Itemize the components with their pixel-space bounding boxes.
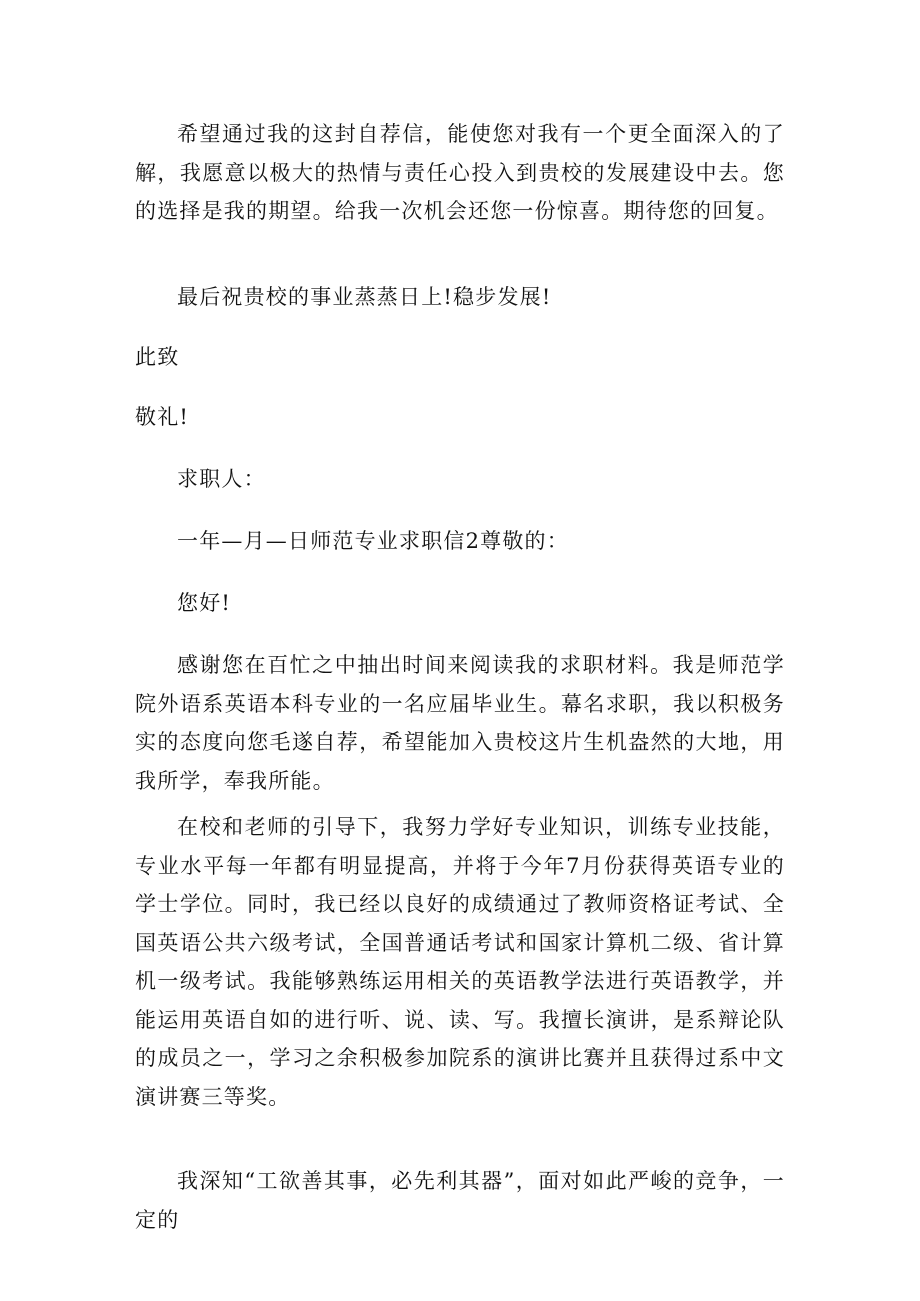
paragraph-competition: 我深知“工欲善其事，必先利其器”，面对如此严峻的竞争，一定的 — [135, 1169, 785, 1232]
paragraph-introduction: 感谢您在百忙之中抽出时间来阅读我的求职材料。我是师范学院外语系英语本科专业的一名应届毕业生。幕名求职，我以积极务实的态度向您毛遂自荐，希望能加入贵校这片生机盎然的大地，用我所学，奉我所能。 — [135, 653, 785, 793]
greeting: 您好! — [177, 591, 232, 615]
date-and-letter-title: 一年—月—日师范专业求职信2尊敬的： — [177, 529, 569, 553]
paragraph-closing-hope: 希望通过我的这封自荐信，能使您对我有一个更全面深入的了解，我愿意以极大的热情与责任心投入到贵校的发展建设中去。您的选择是我的期望。给我一次机会还您一份惊喜。期待您的回复。 — [135, 122, 785, 223]
paragraph-best-wishes: 最后祝贵校的事业蒸蒸日上!稳步发展! — [177, 285, 552, 309]
paragraph-qualifications: 在校和老师的引导下，我努力学好专业知识，训练专业技能，专业水平每一年都有明显提高，并将于今年7月份获得英语专业的学士学位。同时，我已经以良好的成绩通过了教师资格证考试、全国英语公共六级考试，全国普通话考试和国家计算机二级、省计算机一级考试。我能够熟练运用相关的英语教学法进行英语教学，并能运用英语自如的进行听、说、读、写。我擅长演讲，是系辩论队的成员之一，学习之余积极参加院系的演讲比赛并且获得过系中文演讲赛三等奖。 — [135, 815, 785, 1109]
signature-applicant: 求职人： — [177, 467, 266, 491]
salutation-jingli: 敬礼! — [135, 405, 190, 429]
salutation-cizhi: 此致 — [135, 345, 180, 369]
